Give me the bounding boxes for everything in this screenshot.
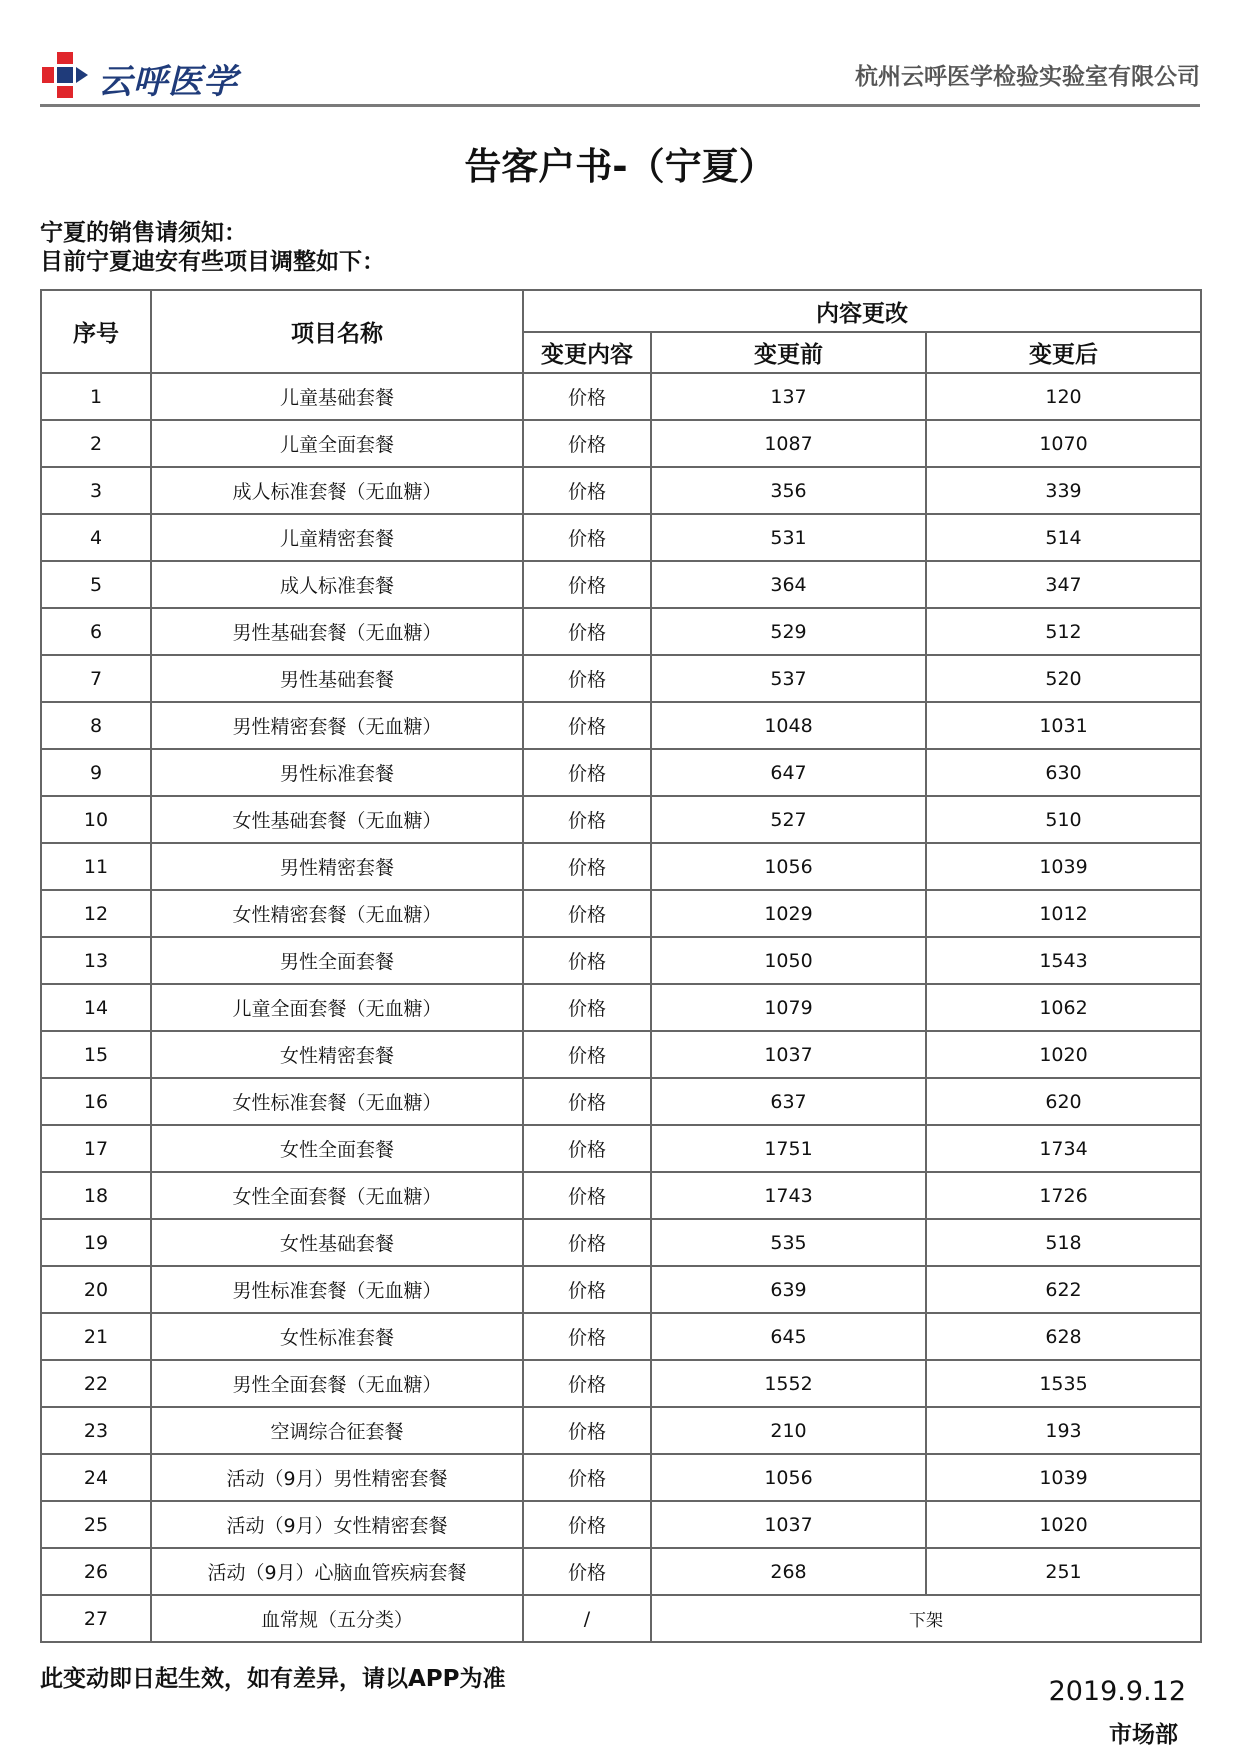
cell-name: 女性标准套餐 [151,1313,523,1360]
cell-seq: 3 [41,467,151,514]
cell-after: 347 [926,561,1201,608]
cell-name: 男性全面套餐（无血糖） [151,1360,523,1407]
cell-before: 1552 [651,1360,926,1407]
cell-before: 268 [651,1548,926,1595]
cell-seq: 8 [41,702,151,749]
cell-before: 1048 [651,702,926,749]
cell-change-type: 价格 [523,702,651,749]
header-name: 项目名称 [151,290,523,373]
cell-after: 512 [926,608,1201,655]
cell-before: 637 [651,1078,926,1125]
cell-change-type: 价格 [523,1266,651,1313]
table-row [41,843,1201,890]
cell-before: 531 [651,514,926,561]
footer-department: 市场部 [1109,1722,1178,1748]
cell-before: 537 [651,655,926,702]
cell-before: 1037 [651,1031,926,1078]
cell-name: 男性精密套餐（无血糖） [151,702,523,749]
cell-seq: 11 [41,843,151,890]
cell-seq: 23 [41,1407,151,1454]
cell-after: 1020 [926,1031,1201,1078]
header-before: 变更前 [651,332,926,373]
cell-name: 活动（9月）男性精密套餐 [151,1454,523,1501]
cell-before: 1079 [651,984,926,1031]
cell-seq: 4 [41,514,151,561]
table-row [41,373,1201,420]
cell-seq: 9 [41,749,151,796]
table-row [41,890,1201,937]
cell-seq: 1 [41,373,151,420]
cell-seq: 26 [41,1548,151,1595]
cell-before: 364 [651,561,926,608]
cell-after: 514 [926,514,1201,561]
page-header [40,40,1200,107]
table-row [41,1031,1201,1078]
cell-name: 儿童全面套餐 [151,420,523,467]
cell-change-type: 价格 [523,1125,651,1172]
cell-seq: 6 [41,608,151,655]
header-after: 变更后 [926,332,1201,373]
cell-after: 1039 [926,843,1201,890]
cell-before: 647 [651,749,926,796]
cell-after: 628 [926,1313,1201,1360]
cell-seq: 12 [41,890,151,937]
cell-after: 1070 [926,420,1201,467]
cell-seq: 15 [41,1031,151,1078]
cell-name: 儿童全面套餐（无血糖） [151,984,523,1031]
footer-date: 2019.9.12 [1048,1676,1186,1707]
cell-before: 137 [651,373,926,420]
cell-seq: 7 [41,655,151,702]
cell-change-type: 价格 [523,1407,651,1454]
company-name: 杭州云呼医学检验实验室有限公司 [855,64,1200,90]
table-row [41,1407,1201,1454]
logo-text: 云呼医学 [98,62,238,102]
cell-change-type: 价格 [523,1313,651,1360]
notice-line-1: 宁夏的销售请须知： [40,220,247,246]
cell-name: 活动（9月）女性精密套餐 [151,1501,523,1548]
cell-seq: 18 [41,1172,151,1219]
cell-seq: 10 [41,796,151,843]
cell-before: 1037 [651,1501,926,1548]
cell-after: 630 [926,749,1201,796]
cell-change-type: 价格 [523,1172,651,1219]
cell-name: 男性基础套餐 [151,655,523,702]
header-change-group: 内容更改 [523,290,1201,332]
cell-before: 639 [651,1266,926,1313]
cell-seq: 16 [41,1078,151,1125]
cell-change-type: 价格 [523,796,651,843]
cell-after: 1031 [926,702,1201,749]
cell-change-type: 价格 [523,420,651,467]
cell-change-type: 价格 [523,1501,651,1548]
cell-seq: 19 [41,1219,151,1266]
cell-name: 男性标准套餐 [151,749,523,796]
medical-cross-logo-icon [40,50,90,100]
cell-change-type: 价格 [523,890,651,937]
cell-seq: 24 [41,1454,151,1501]
cell-before: 535 [651,1219,926,1266]
table-row [41,1266,1201,1313]
table-row [41,608,1201,655]
table-row [41,655,1201,702]
cell-before: 1751 [651,1125,926,1172]
table-row [41,749,1201,796]
cell-change-type: 价格 [523,843,651,890]
cell-after: 620 [926,1078,1201,1125]
cell-after: 1062 [926,984,1201,1031]
cell-before: 210 [651,1407,926,1454]
cell-after: 339 [926,467,1201,514]
cell-name: 女性基础套餐 [151,1219,523,1266]
cell-change-type: 价格 [523,1219,651,1266]
cell-after: 622 [926,1266,1201,1313]
cell-name: 儿童精密套餐 [151,514,523,561]
cell-after: 1039 [926,1454,1201,1501]
cell-change-type: 价格 [523,608,651,655]
cell-after: 1012 [926,890,1201,937]
header-change-type: 变更内容 [523,332,651,373]
cell-after: 1734 [926,1125,1201,1172]
cell-seq: 21 [41,1313,151,1360]
cell-after: 1020 [926,1501,1201,1548]
cell-change-type: 价格 [523,1548,651,1595]
cell-name: 女性全面套餐（无血糖） [151,1172,523,1219]
cell-name: 儿童基础套餐 [151,373,523,420]
cell-change-type: 价格 [523,1031,651,1078]
cell-seq: 5 [41,561,151,608]
cell-change-type: 价格 [523,514,651,561]
table-row [41,514,1201,561]
cell-status: 下架 [651,1595,1201,1642]
table-row [41,796,1201,843]
cell-change-type: 价格 [523,655,651,702]
cell-change-type: / [523,1595,651,1642]
cell-change-type: 价格 [523,1360,651,1407]
cell-before: 645 [651,1313,926,1360]
cell-name: 男性标准套餐（无血糖） [151,1266,523,1313]
cell-name: 女性精密套餐 [151,1031,523,1078]
table-row [41,1501,1201,1548]
cell-after: 120 [926,373,1201,420]
table-row [41,420,1201,467]
cell-name: 空调综合征套餐 [151,1407,523,1454]
header-seq: 序号 [41,290,151,373]
cell-name: 男性精密套餐 [151,843,523,890]
cell-after: 520 [926,655,1201,702]
cell-seq: 20 [41,1266,151,1313]
table-row [41,561,1201,608]
cell-before: 1056 [651,1454,926,1501]
cell-before: 527 [651,796,926,843]
cell-name: 男性基础套餐（无血糖） [151,608,523,655]
cell-seq: 14 [41,984,151,1031]
cell-before: 1050 [651,937,926,984]
footer-note: 此变动即日起生效，如有差异，请以APP为准 [40,1666,506,1692]
cell-change-type: 价格 [523,984,651,1031]
table-row [41,467,1201,514]
cell-before: 529 [651,608,926,655]
cell-after: 1726 [926,1172,1201,1219]
cell-change-type: 价格 [523,1454,651,1501]
table-body [41,373,1201,1642]
cell-seq: 13 [41,937,151,984]
cell-seq: 17 [41,1125,151,1172]
cell-change-type: 价格 [523,561,651,608]
table-row [41,1454,1201,1501]
cell-seq: 22 [41,1360,151,1407]
table-row [41,1172,1201,1219]
cell-name: 活动（9月）心脑血管疾病套餐 [151,1548,523,1595]
cell-after: 1543 [926,937,1201,984]
cell-change-type: 价格 [523,467,651,514]
table-row [41,1548,1201,1595]
price-change-table [40,289,1202,1643]
cell-seq: 25 [41,1501,151,1548]
cell-change-type: 价格 [523,749,651,796]
cell-name: 女性全面套餐 [151,1125,523,1172]
cell-seq: 27 [41,1595,151,1642]
company-logo [40,46,360,102]
table-row [41,702,1201,749]
table-row [41,1595,1201,1642]
cell-before: 1743 [651,1172,926,1219]
cell-before: 1087 [651,420,926,467]
cell-change-type: 价格 [523,373,651,420]
cell-before: 1056 [651,843,926,890]
cell-change-type: 价格 [523,1078,651,1125]
cell-name: 成人标准套餐 [151,561,523,608]
table-row [41,1219,1201,1266]
table-row [41,1313,1201,1360]
notice-line-2: 目前宁夏迪安有些项目调整如下： [40,249,385,275]
cell-after: 251 [926,1548,1201,1595]
table-row [41,984,1201,1031]
cell-after: 1535 [926,1360,1201,1407]
table-row [41,1125,1201,1172]
document-title: 告客户书-（宁夏） [464,145,776,188]
cell-after: 193 [926,1407,1201,1454]
table-row [41,1360,1201,1407]
table-row [41,937,1201,984]
cell-name: 血常规（五分类） [151,1595,523,1642]
cell-name: 女性标准套餐（无血糖） [151,1078,523,1125]
cell-before: 356 [651,467,926,514]
cell-change-type: 价格 [523,937,651,984]
cell-name: 女性基础套餐（无血糖） [151,796,523,843]
cell-name: 女性精密套餐（无血糖） [151,890,523,937]
cell-name: 男性全面套餐 [151,937,523,984]
cell-seq: 2 [41,420,151,467]
table-row [41,1078,1201,1125]
cell-after: 510 [926,796,1201,843]
cell-name: 成人标准套餐（无血糖） [151,467,523,514]
cell-after: 518 [926,1219,1201,1266]
cell-before: 1029 [651,890,926,937]
